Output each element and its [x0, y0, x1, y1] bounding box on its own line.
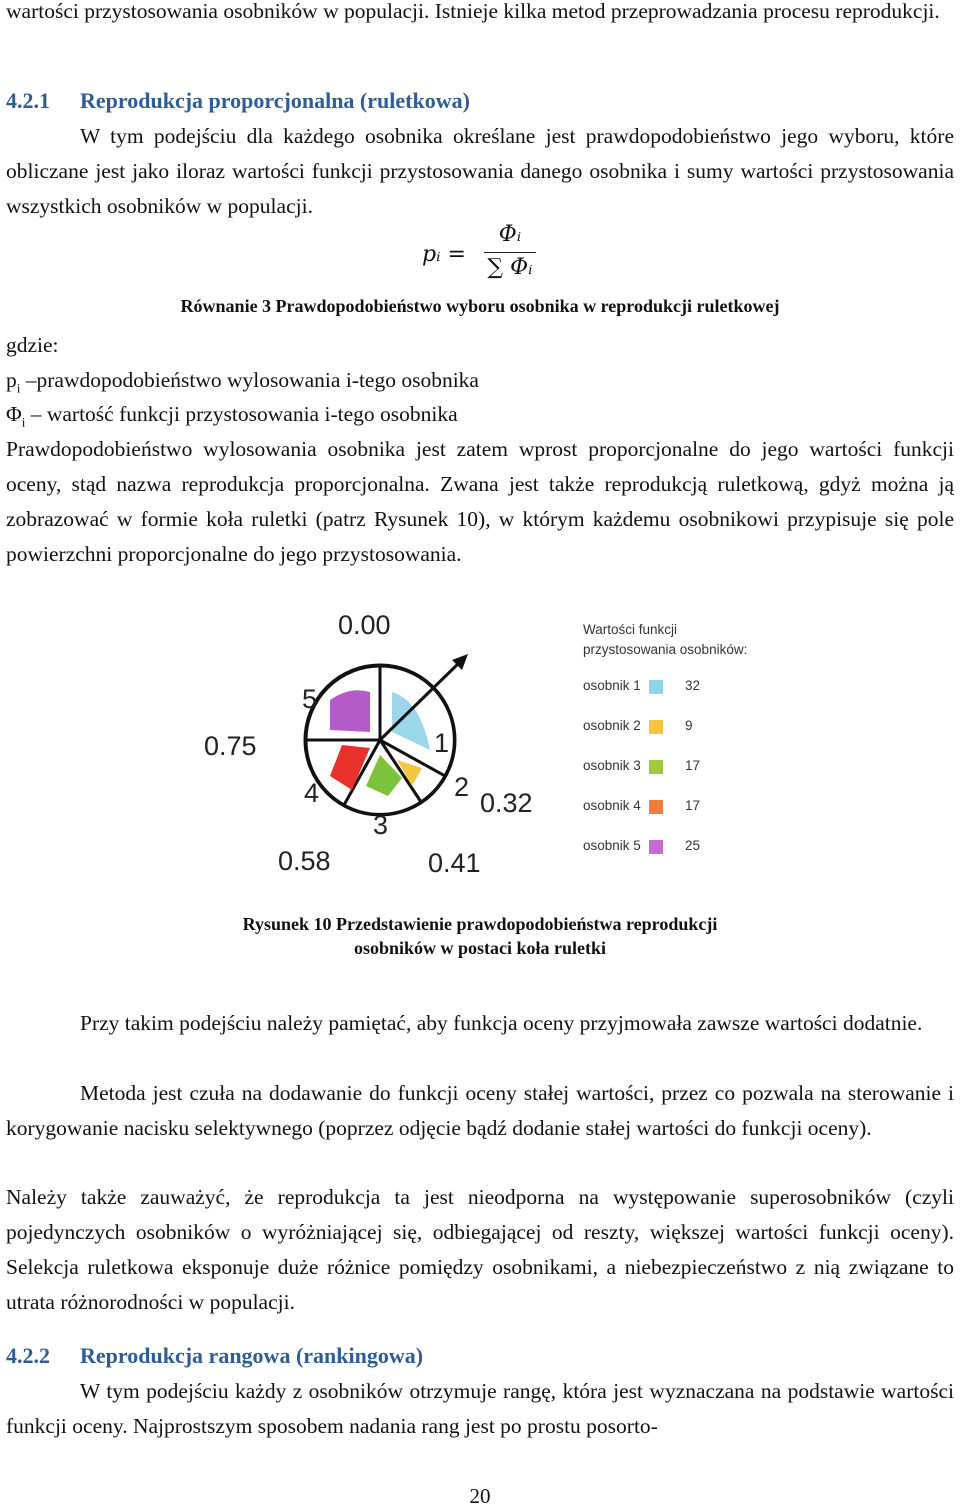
segment-number-5: 5: [302, 684, 318, 714]
equation-caption: Równanie 3 Prawdopodobieństwo wyboru osobnika w reprodukcji ruletkowej: [180, 296, 780, 316]
paragraph-superindividuals: Należy także zauważyć, że reprodukcja ta jest nieodporna na występowanie superosobników (czyli pojedynczych osobników o wyróżniającej się, odbiegającej od reszty, większej wartości funkcji oceny). Selekcja ruletkowa eksponuje duże różnice pomiędzy osobnikami, a niebezpieczeństwo z nią związane to utrata różnorodności w populacji.: [6, 1185, 954, 1314]
legend-item-value: 9: [685, 718, 693, 733]
legend-title-line2: przystosowania osobników:: [583, 642, 748, 657]
legend-swatch: [649, 800, 663, 814]
tick-label-0-75: 0.75: [204, 731, 257, 761]
legend-swatch: [649, 720, 663, 734]
segment-number-1: 1: [434, 728, 450, 758]
tick-label-0-00: 0.00: [338, 610, 391, 640]
tick-label-0-41: 0.41: [428, 848, 481, 878]
section-title: Reprodukcja rangowa (rankingowa): [80, 1343, 424, 1368]
symbol-subscript: i: [16, 380, 21, 396]
symbol-phi: Φ: [6, 402, 22, 426]
figure-caption: [180, 912, 780, 960]
legend-title-line1: Wartości funkcji: [583, 622, 678, 637]
definition-p-i: [6, 365, 479, 403]
legend-item: [583, 798, 783, 818]
equation-denominator: ∑ Φᵢ: [487, 255, 533, 280]
where-label: gdzie:: [6, 333, 59, 357]
roulette-wheel-figure: [190, 600, 590, 890]
legend-swatch: [649, 680, 663, 694]
paragraph-roulette: Prawdopodobieństwo wylosowania osobnika jest zatem wprost proporcjonalne do jego wartości funkcji oceny, stąd nazwa reprodukcja proporcjonalna. Zwana jest także reprodukcją ruletkową, gdyż można ją zobrazować w formie koła ruletki (patrz Rysunek 10), w którym każdemu osobnikowi przypisuje się pole powierzchni proporcjonalne do jego przystosowania.: [6, 437, 954, 566]
section-heading-4-2-2: [6, 1341, 423, 1371]
legend-item-value: 32: [685, 678, 701, 693]
segment-5-fill: [330, 690, 370, 732]
section-number: 4.2.2: [6, 1343, 50, 1368]
figure-legend: [583, 620, 783, 660]
segment-number-4: 4: [304, 778, 320, 808]
legend-swatch: [649, 760, 663, 774]
paragraph-positive-values: Przy takim podejściu należy pamiętać, aby funkcja oceny przyjmowała zawsze wartości dodatnie.: [80, 1011, 923, 1035]
legend-swatch: [649, 840, 663, 854]
figure-caption-line2: osobników w postaci koła ruletki: [353, 938, 607, 958]
legend-item-label: osobnik 4: [583, 798, 641, 813]
equation-lhs: pᵢ =: [422, 242, 466, 267]
page-number: 20: [469, 1484, 491, 1508]
legend-item-label: osobnik 1: [583, 678, 641, 693]
fraction-bar: [484, 252, 536, 253]
legend-item-value: 25: [685, 838, 701, 853]
equation-3: [422, 222, 552, 286]
legend-item: [583, 758, 783, 778]
legend-item-label: osobnik 3: [583, 758, 641, 773]
paragraph-proportional: W tym podejściu dla każdego osobnika określane jest prawdopodobieństwo jego wyboru, które obliczane jest jako iloraz wartości funkcji przystosowania danego osobnika i sumy wartości przystosowania wszystkich osobników w populacji.: [6, 124, 954, 218]
legend-item: [583, 678, 783, 698]
section-number: 4.2.1: [6, 88, 50, 113]
paragraph-constant-value: Metoda jest czuła na dodawanie do funkcji oceny stałej wartości, przez co pozwala na sterowanie i korygowanie nacisku selektywnego (poprzez odjęcie bądź dodanie stałej wartości do funkcji oceny).: [6, 1081, 954, 1140]
paragraph-intro: wartości przystosowania osobników w populacji. Istnieje kilka metod przeprowadzania procesu reprodukcji.: [6, 0, 940, 23]
legend-item-value: 17: [685, 798, 701, 813]
figure-caption-line1: Rysunek 10 Przedstawienie prawdopodobieństwa reprodukcji: [242, 914, 718, 934]
section-heading-4-2-1: [6, 86, 470, 116]
paragraph-ranking: W tym podejściu każdy z osobników otrzymuje rangę, która jest wyznaczana na podstawie wartości funkcji oceny. Najprostszym sposobem nadania rang jest po prostu posorto-: [6, 1379, 954, 1438]
equation-fraction: [484, 222, 536, 280]
segment-number-2: 2: [454, 772, 470, 802]
legend-item-value: 17: [685, 758, 701, 773]
equation-numerator: Φᵢ: [498, 222, 522, 247]
segment-number-3: 3: [373, 810, 389, 840]
symbol-p: p: [6, 368, 17, 392]
legend-item-label: osobnik 2: [583, 718, 641, 733]
tick-label-0-32: 0.32: [480, 788, 533, 818]
legend-item: [583, 718, 783, 738]
legend-item-label: osobnik 5: [583, 838, 641, 853]
symbol-subscript: i: [21, 414, 26, 430]
definition-text: – wartość funkcji przystosowania i-tego osobnika: [25, 402, 458, 426]
definition-text: –prawdopodobieństwo wylosowania i-tego osobnika: [20, 368, 479, 392]
section-title: Reprodukcja proporcjonalna (ruletkowa): [80, 88, 470, 113]
tick-label-0-58: 0.58: [278, 846, 331, 876]
legend-item: [583, 838, 783, 858]
